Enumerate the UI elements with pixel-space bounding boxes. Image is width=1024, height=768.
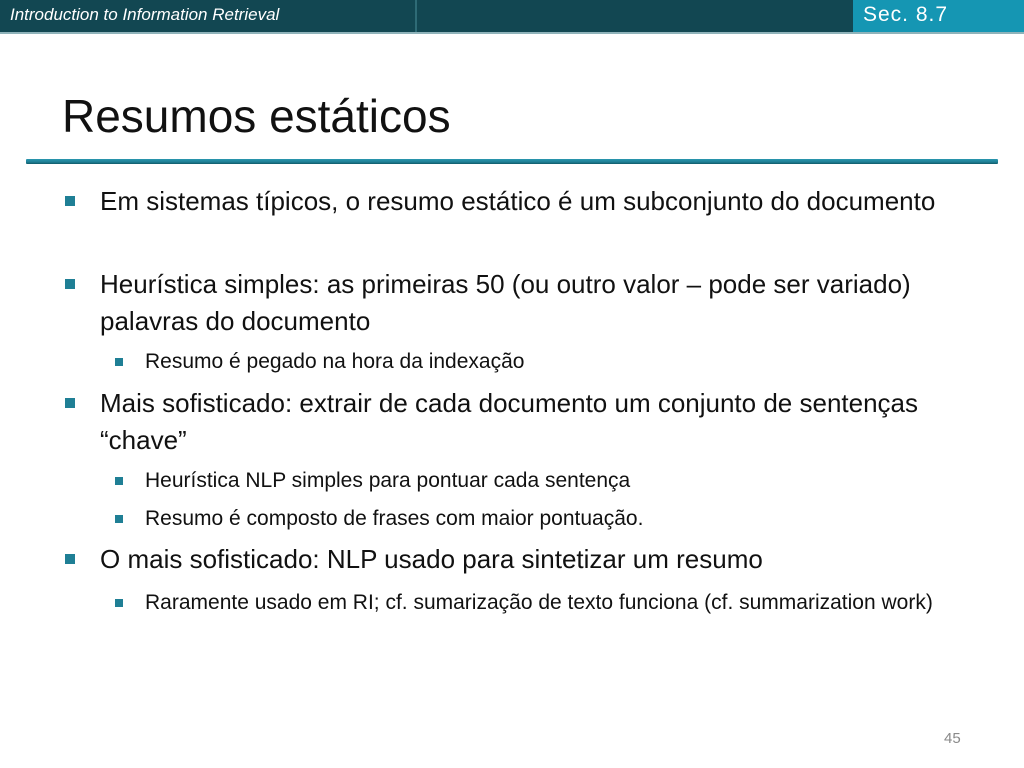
square-bullet-icon [65,279,75,289]
bullet-text: O mais sofisticado: NLP usado para sintetizar um resumo [100,544,763,574]
square-bullet-icon [115,358,123,366]
course-title: Introduction to Information Retrieval [10,5,280,24]
sub-bullet-item [145,347,975,376]
header-divider [0,32,1024,34]
bullet-text: Heurística simples: as primeiras 50 (ou outro valor – pode ser variado) palavras do documento [100,269,911,336]
header-section-panel [853,0,1024,32]
square-bullet-icon [65,554,75,564]
square-bullet-icon [115,477,123,485]
sub-bullet-text: Resumo é composto de frases com maior pontuação. [145,507,644,530]
bullet-item [100,183,970,220]
sub-bullet-item [145,588,975,617]
header-course-panel [0,0,417,32]
sub-bullet-item [145,504,975,533]
square-bullet-icon [115,599,123,607]
square-bullet-icon [65,196,75,206]
slide-title: Resumos estáticos [62,90,451,142]
sub-bullet-text: Resumo é pegado na hora da indexação [145,350,525,373]
section-label: Sec. 8.7 [863,3,949,26]
bullet-item [100,266,970,340]
bullet-text: Em sistemas típicos, o resumo estático é um subconjunto do documento [100,186,936,216]
bullet-text: Mais sofisticado: extrair de cada documento um conjunto de sentenças “chave” [100,388,919,455]
sub-bullet-text: Raramente usado em RI; cf. sumarização de texto funciona (cf. summarization work) [145,591,933,614]
sub-bullet-item [145,466,975,495]
title-underline [26,159,998,164]
square-bullet-icon [115,515,123,523]
bullet-item [100,385,970,459]
sub-bullet-text: Heurística NLP simples para pontuar cada sentença [145,469,631,492]
square-bullet-icon [65,398,75,408]
bullet-item [100,541,970,578]
page-number: 45 [944,730,961,747]
